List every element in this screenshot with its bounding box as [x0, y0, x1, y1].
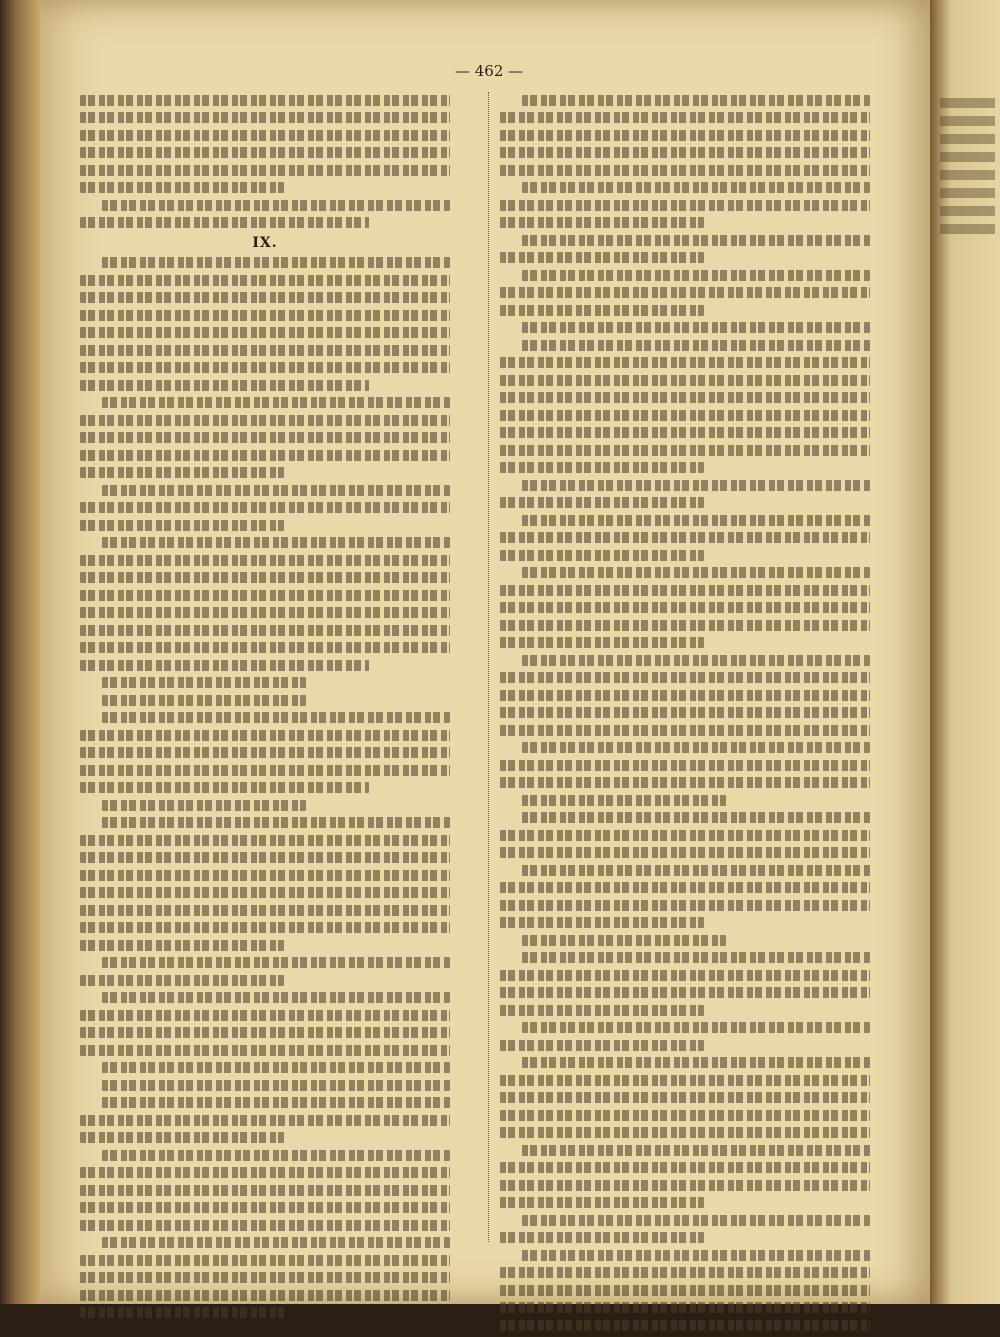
text-line — [500, 357, 870, 368]
text-line — [102, 817, 450, 828]
text-line — [522, 480, 870, 491]
text-line — [102, 1237, 450, 1248]
text-line — [80, 1202, 450, 1213]
text-line — [80, 520, 284, 531]
text-line — [522, 865, 870, 876]
text-line — [500, 497, 704, 508]
text-line — [522, 340, 870, 351]
text-line — [102, 485, 450, 496]
text-line — [500, 1285, 870, 1296]
text-line — [500, 462, 704, 473]
text-line — [80, 1045, 450, 1056]
text-line — [500, 760, 870, 771]
next-page-text-strip — [940, 90, 995, 242]
text-line — [522, 795, 726, 806]
text-line — [80, 887, 450, 898]
text-line — [522, 1057, 870, 1068]
text-line — [102, 957, 450, 968]
text-line — [522, 935, 726, 946]
text-line — [940, 134, 995, 144]
text-line — [522, 1215, 870, 1226]
text-line — [500, 707, 870, 718]
text-line — [500, 1162, 870, 1173]
text-line — [500, 532, 870, 543]
column-divider — [488, 92, 490, 1242]
text-line — [940, 224, 995, 234]
text-line — [522, 812, 870, 823]
text-line — [500, 1092, 870, 1103]
text-line — [522, 1022, 870, 1033]
text-line — [80, 660, 369, 671]
text-line — [80, 130, 450, 141]
text-line — [500, 847, 870, 858]
left-column — [80, 88, 450, 1325]
text-line — [102, 1062, 450, 1073]
text-line — [940, 170, 995, 180]
text-line — [500, 392, 870, 403]
text-line — [500, 1040, 704, 1051]
text-line — [102, 677, 306, 688]
text-line — [80, 415, 450, 426]
text-line — [522, 322, 870, 333]
text-line — [80, 310, 450, 321]
text-line — [500, 147, 870, 158]
text-line — [500, 987, 870, 998]
text-line — [500, 550, 704, 561]
text-line — [102, 1080, 450, 1091]
text-line — [80, 95, 450, 106]
page-number: — 462 — — [455, 62, 524, 80]
text-line — [80, 165, 450, 176]
text-line — [500, 130, 870, 141]
text-line — [80, 1307, 284, 1318]
text-line — [80, 1220, 450, 1231]
text-line — [80, 292, 450, 303]
text-line — [80, 782, 369, 793]
text-line — [102, 992, 450, 1003]
text-line — [500, 427, 870, 438]
text-line — [500, 410, 870, 421]
text-line — [80, 182, 284, 193]
text-line — [80, 607, 450, 618]
text-line — [522, 515, 870, 526]
text-line — [102, 800, 306, 811]
text-line — [522, 182, 870, 193]
text-line — [80, 1115, 450, 1126]
text-line — [80, 217, 369, 228]
text-line — [80, 1290, 450, 1301]
text-line — [500, 602, 870, 613]
text-line — [940, 188, 995, 198]
text-line — [500, 1005, 704, 1016]
text-line — [500, 585, 870, 596]
text-line — [500, 690, 870, 701]
text-line — [500, 637, 704, 648]
text-line — [500, 305, 704, 316]
text-line — [500, 375, 870, 386]
text-line — [522, 270, 870, 281]
text-line — [80, 1027, 450, 1038]
text-line — [522, 742, 870, 753]
text-line — [80, 940, 284, 951]
text-line — [500, 165, 870, 176]
text-line — [102, 1097, 450, 1108]
text-line — [522, 952, 870, 963]
text-line — [80, 922, 450, 933]
text-line — [500, 830, 870, 841]
text-line — [500, 777, 870, 788]
text-line — [500, 252, 704, 263]
text-line — [80, 1167, 450, 1178]
text-line — [500, 1075, 870, 1086]
text-line — [80, 765, 450, 776]
text-line — [500, 882, 870, 893]
text-line — [522, 235, 870, 246]
book-edge — [0, 0, 40, 1304]
text-line — [500, 1197, 704, 1208]
text-line — [500, 445, 870, 456]
text-line — [80, 502, 450, 513]
text-line — [500, 217, 704, 228]
text-line — [80, 112, 450, 123]
text-line — [80, 1010, 450, 1021]
text-line — [80, 147, 450, 158]
text-line — [102, 200, 450, 211]
text-line — [80, 747, 450, 758]
text-line — [500, 900, 870, 911]
text-line — [80, 590, 450, 601]
text-line — [500, 200, 870, 211]
text-line — [500, 672, 870, 683]
text-line — [80, 905, 450, 916]
text-line — [500, 725, 870, 736]
text-line — [102, 695, 306, 706]
text-line — [80, 327, 450, 338]
text-line — [80, 450, 450, 461]
text-line — [500, 1232, 704, 1243]
text-line — [80, 275, 450, 286]
text-line — [500, 1110, 870, 1121]
text-line — [80, 1132, 284, 1143]
text-line — [102, 712, 450, 723]
text-line — [500, 1127, 870, 1138]
text-line — [500, 970, 870, 981]
text-line — [80, 625, 450, 636]
text-line — [522, 95, 870, 106]
text-line — [940, 152, 995, 162]
text-line — [500, 287, 870, 298]
text-line — [80, 1272, 450, 1283]
text-line — [102, 257, 450, 268]
text-line — [102, 537, 450, 548]
text-line — [940, 206, 995, 216]
text-line — [80, 835, 450, 846]
text-line — [80, 852, 450, 863]
text-line — [102, 1150, 450, 1161]
text-line — [80, 730, 450, 741]
text-line — [80, 870, 450, 881]
text-line — [500, 917, 704, 928]
text-line — [80, 555, 450, 566]
text-line — [80, 572, 450, 583]
section-heading: IX. — [252, 234, 278, 251]
text-line — [940, 116, 995, 126]
text-line — [80, 362, 450, 373]
right-column — [500, 88, 870, 1337]
text-line — [522, 1250, 870, 1261]
text-line — [80, 345, 450, 356]
text-line — [500, 1180, 870, 1191]
text-line — [522, 1145, 870, 1156]
text-line — [500, 1267, 870, 1278]
text-line — [80, 642, 450, 653]
text-line — [80, 467, 284, 478]
text-line — [500, 1320, 870, 1331]
text-line — [102, 397, 450, 408]
text-line — [80, 1255, 450, 1266]
text-line — [80, 1185, 450, 1196]
text-line — [522, 655, 870, 666]
text-line — [500, 620, 870, 631]
text-line — [940, 98, 995, 108]
text-line — [522, 567, 870, 578]
text-line — [80, 380, 369, 391]
text-line — [80, 432, 450, 443]
text-line — [80, 975, 284, 986]
text-line — [500, 112, 870, 123]
